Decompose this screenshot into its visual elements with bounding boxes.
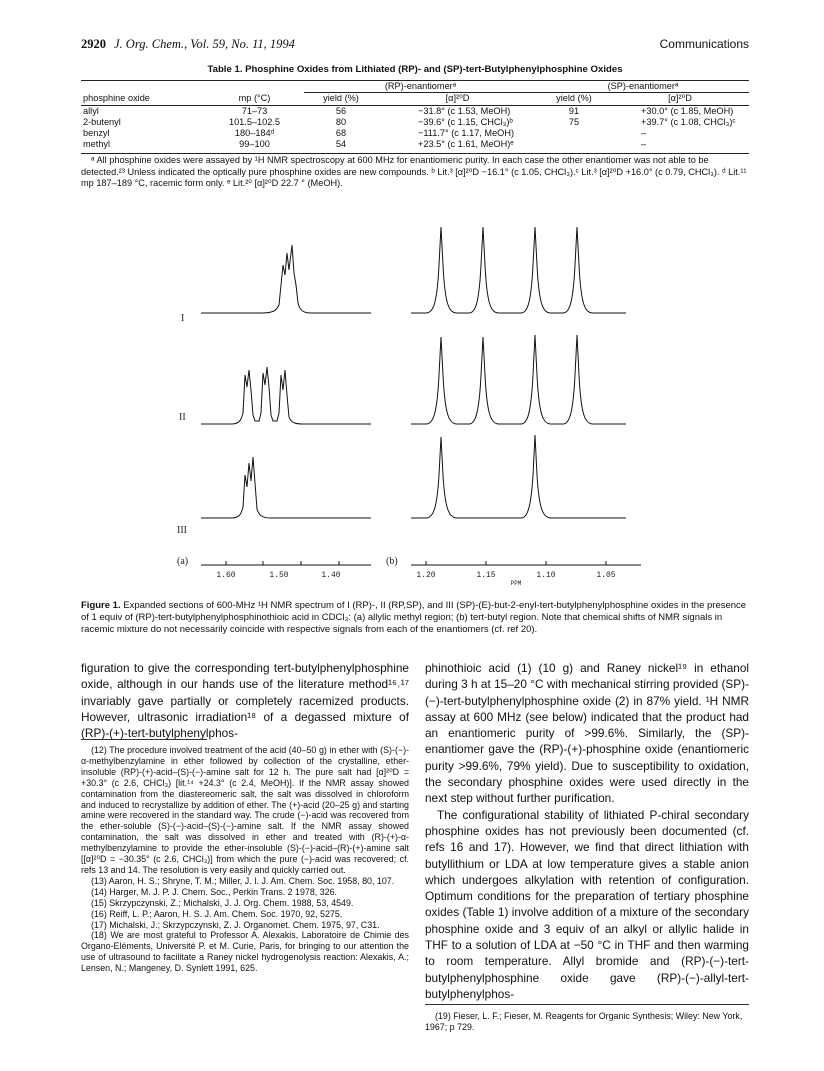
- spectrum-a-I: [201, 245, 371, 313]
- table-row: 2-butenyl 101.5–102.5 80 −39.6° (c 1.15, CHCl₃)ᵇ 75 +39.7° (c 1.08, CHCl₃)ᶜ: [83, 117, 736, 127]
- spectrum-b-I: [411, 227, 626, 313]
- col-header: mp (°C): [205, 93, 304, 106]
- sp-group-header: (SP)-enantiomerᵃ: [537, 81, 749, 93]
- panel-label-a: (a): [177, 556, 189, 567]
- table-footnote: ᵃ All phosphine oxides were assayed by ¹H NMR spectroscopy at 600 MHz for enantiomeric purity. In each case the other enantiomer was not able to be detected.²³ Unless indicated the optically pure phosphine oxides are new compounds. ᵇ Lit.³ [α]²⁰D −16.1° (c 1.05, CHCl₃).ᶜ Lit.³ [α]²⁰D +16.0° (c 0.79, CHCl₃). ᵈ Lit.¹¹ mp 187–189 °C, racemic form only. ᵉ Lit.²⁰ [α]²⁰D 22.7 ° (MeOH).: [81, 155, 747, 189]
- figure-label: Figure 1.: [81, 600, 121, 611]
- tick-label: 1.50: [269, 571, 289, 580]
- tick-label: 1.40: [321, 571, 341, 580]
- reference: (14) Harger, M. J. P. J. Chem. Soc., Perkin Trans. 2 1978, 326.: [91, 886, 337, 897]
- paragraph: The configurational stability of lithiated P-chiral secondary phosphine oxides has not previously been documented (cf. refs 16 and 17). However, we find that direct lithiation with butyllithium or LDA at low temperature gives a stable anion which undergoes alkylation with retention of configuration. Optimum conditions for the preparation of tertiary phosphine oxides (Table 1) involve addition of a mixture of the secondary phosphine oxide and 3 equiv of an alkyl or allylic halide in THF to a solution of LDA at −50 °C in THF and then warming to room temperature. Allyl bromide and (RP)-(−)-tert-butylphenylphosphine oxide gave (RP)-(−)-allyl-tert-butylphenylphos-: [425, 807, 749, 1001]
- paragraph: phinothioic acid (1) (10 g) and Raney nickel¹⁹ in ethanol during 3 h at 15–20 °C with mechanical stirring provided (SP)-(−)-tert-butylphenylphosphine oxide (2) in 87% yield. ¹H NMR assay at 600 MHz (see below) indicated that the product had an enantiomeric purity of >99.6%. Similarly, the (SP)-enantiomer gave the (RP)-(+)-phosphine oxide (enantiomeric purity >99.6%, 79% yield). Due to susceptibility to oxidation, the secondary phosphine oxides were used directly in the next step without further purification.: [425, 661, 749, 806]
- phosphine-oxide-table: [81, 80, 749, 154]
- spectrum-b-III: [411, 435, 626, 518]
- reference: (12) The procedure involved treatment of the acid (40–50 g) in ether with (S)-(−)-α-methylbenzylamine in ether followed by collection of the crystalline, ether-insoluble (RP)-(+)-acid–(S)-(−)-amine salt for 12 h. The pure salt had [α]²⁰D = +30.3° (c 2.6, CHCl₃) [lit.¹⁴ +24.3° (c 2.4, MeOH)]. If the NMR assay showed contamination from the diastereomeric salt, the salt was dissolved in chloroform and induced to recrystallize by addition of ether. The (+)-acid (20–25 g) and starting amine were recovered in the standard way. The crude (−)-acid was recovered from the ether-soluble (S)-(−)-acid–(S)-(−)-amine salt. If the NMR assay showed contamination, the salt was dissolved in ether and treated with (R)-(+)-α-methylbenzylamine to provide the ether-insoluble (S)-(−)-acid–(R)-(+)-amine salt [[α]²⁰D = −30.35° (c 2.6, CHCl₃)] from which the pure (−)-acid was recovered; cf. refs 13 and 14. The resolution is very easily and quickly carried out.: [81, 745, 409, 875]
- reference-right: (19) Fieser, L. F.; Fieser, M. Reagents for Organic Synthesis; Wiley: New York, 1967; p 729.: [425, 1004, 749, 1033]
- tick-label: 1.10: [536, 571, 556, 580]
- spectrum-a-II: [201, 367, 371, 424]
- tick-label: 1.20: [416, 571, 436, 580]
- table-title: Table 1. Phosphine Oxides from Lithiated (RP)- and (SP)-tert-Butylphenylphosphine Oxides: [207, 64, 623, 75]
- tick-label: 1.15: [476, 571, 496, 580]
- row-label-II: II: [179, 412, 186, 423]
- reference: (16) Reiff, L. P.; Aaron, H. S. J. Am. Chem. Soc. 1970, 92, 5275.: [91, 908, 343, 919]
- reference: (18) We are most grateful to Professor A. Alexakis, Laboratoire de Chimie des Organo-Eléments, Université P. et M. Curie, Paris, for bringing to our attention the use of ultrasound to facilitate a Raney nickel hydrogenolysis reaction: Alexakis, A.; Lensen, N.; Mangeney, D. Synlett 1991, 625.: [81, 930, 409, 974]
- panel-label-b: (b): [386, 556, 398, 567]
- spectrum-b-II: [411, 335, 626, 424]
- nmr-spectra-figure: [81, 225, 749, 590]
- col-header: [α]²⁰D: [378, 93, 537, 106]
- spectrum-a-III: [201, 457, 371, 518]
- row-label-III: III: [177, 525, 187, 536]
- figure-caption-text: Expanded sections of 600-MHz ¹H NMR spectrum of I (RP)-, II (RP,SP), and III (SP)-(E)-but-2-enyl-tert-butylphenylphosphine oxides in the presence of 1 equiv of (RP)-tert-butylphenylphosphinothioic acid in CDCl₃: (a) allylic methyl region; (b) tert-butyl region. Note that chemical shifts of NMR signals in racemic mixture do not necessarily coincide with respective signals from each of the enantiomers (cf. ref 20).: [81, 600, 747, 635]
- axis-unit: PPM: [510, 580, 522, 587]
- reference: (15) Skrzypczynski, Z.; Michalski, J. J. Org. Chem. 1988, 53, 4549.: [91, 897, 354, 908]
- reference: (13) Aaron, H. S.; Shryne, T. M.; Miller, J. I. J. Am. Chem. Soc. 1958, 80, 107.: [91, 875, 395, 886]
- column2-body-text: [425, 660, 749, 1002]
- rp-group-header: (RP)-enantiomerᵃ: [304, 81, 537, 93]
- tick-label: 1.05: [596, 571, 616, 580]
- table-row: allyl 71–73 56 −31.8° (c 1.53, MeOH) 91 +30.0° (c 1.85, MeOH): [83, 106, 734, 116]
- row-label-I: I: [181, 313, 185, 324]
- references-left: [81, 745, 409, 974]
- table-row: benzyl 180–184ᵈ 68 −111.7° (c 1.17, MeOH) –: [83, 128, 647, 138]
- page-header: [81, 37, 749, 55]
- col-header: yield (%): [537, 93, 611, 106]
- tick-label: 1.60: [216, 571, 236, 580]
- column1-body-text: figuration to give the corresponding tert-butylphenylphosphine oxide, although in our hands use of the literature method¹⁶˒¹⁷ invariably gave partially or completely racemized products. However, ultrasonic irradiation¹⁸ of a degassed mixture of (RP)-(+)-tert-butylphenylphos-: [81, 661, 409, 741]
- col-header: phosphine oxide: [81, 93, 205, 106]
- col-header: [α]²⁰D: [611, 93, 749, 106]
- section-label: Communications: [659, 37, 749, 51]
- journal-citation: J. Org. Chem., Vol. 59, No. 11, 1994: [114, 37, 295, 51]
- page-number: 2920: [81, 37, 106, 51]
- figure-caption: [81, 600, 749, 636]
- table-row: methyl 99–100 54 +23.5° (c 1.61, MeOH)ᵉ –: [83, 139, 647, 149]
- footnote-rule: [81, 739, 207, 740]
- col-header: yield (%): [304, 93, 378, 106]
- reference: (17) Michalski, J.; Skrzypczynski, Z. J. Organomet. Chem. 1975, 97, C31.: [91, 919, 380, 930]
